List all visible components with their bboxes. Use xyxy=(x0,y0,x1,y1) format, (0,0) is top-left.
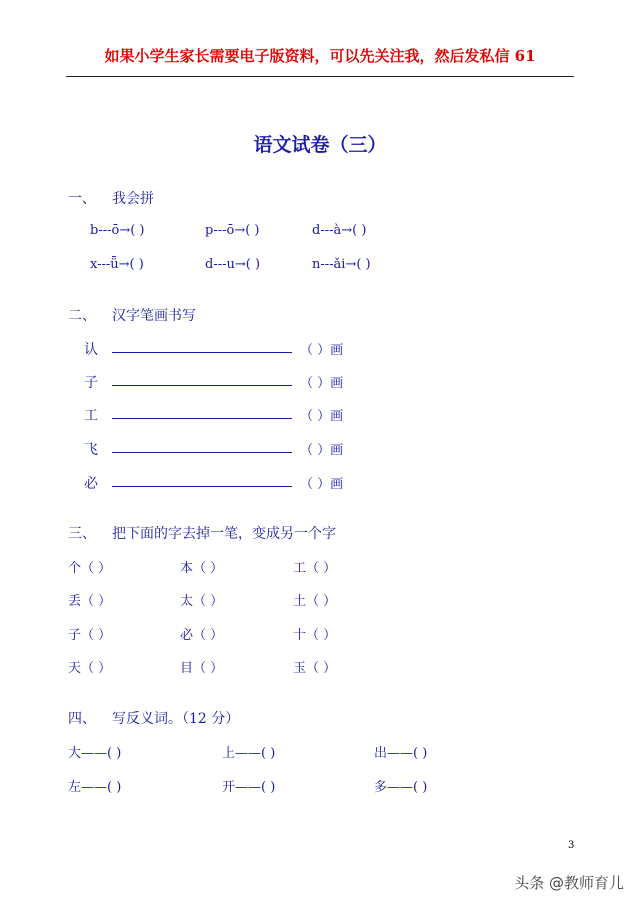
remove-stroke-item: 个（ ） xyxy=(68,561,112,576)
remove-stroke-item: 太（ ） xyxy=(180,594,224,609)
answer-line xyxy=(112,385,292,386)
antonym-item: 上——( ) xyxy=(222,746,276,761)
section-4-heading xyxy=(68,708,239,728)
stroke-count-blank: （ ）画 xyxy=(300,443,344,458)
pinyin-item: b---ō→( ) xyxy=(90,223,145,238)
pinyin-item: d---à→( ) xyxy=(312,223,367,238)
section-title: 我会拼 xyxy=(112,191,154,207)
stroke-char: 工 xyxy=(84,408,98,424)
section-number: 一、 xyxy=(68,191,96,207)
remove-stroke-item: 本（ ） xyxy=(180,561,224,576)
remove-stroke-item: 工（ ） xyxy=(293,561,337,576)
antonym-item: 开——( ) xyxy=(222,780,276,795)
remove-stroke-item: 玉（ ） xyxy=(293,661,337,676)
answer-line xyxy=(112,352,292,353)
header-divider xyxy=(66,76,574,77)
remove-stroke-item: 天（ ） xyxy=(68,661,112,676)
stroke-count-blank: （ ）画 xyxy=(300,343,344,358)
section-title: 把下面的字去掉一笔，变成另一个字 xyxy=(112,526,336,542)
stroke-count-blank: （ ）画 xyxy=(300,376,344,391)
stroke-char: 飞 xyxy=(84,442,98,458)
remove-stroke-item: 目（ ） xyxy=(180,661,224,676)
remove-stroke-item: 十（ ） xyxy=(293,628,337,643)
section-title: 写反义词。（12 分） xyxy=(112,711,240,727)
section-number: 二、 xyxy=(68,308,96,324)
pinyin-item: p---ō→( ) xyxy=(205,223,260,238)
remove-stroke-item: 土（ ） xyxy=(293,594,337,609)
answer-line xyxy=(112,418,292,419)
antonym-item: 左——( ) xyxy=(68,780,122,795)
antonym-item: 出——( ) xyxy=(374,746,428,761)
answer-line xyxy=(112,452,292,453)
notice-banner: 如果小学生家长需要电子版资料，可以先关注我，然后发私信 61 xyxy=(104,47,536,65)
page-title: 语文试卷（三） xyxy=(253,134,387,156)
stroke-count-blank: （ ）画 xyxy=(300,477,344,492)
section-2-heading xyxy=(68,305,196,325)
stroke-char: 认 xyxy=(84,342,98,358)
page-number: 3 xyxy=(568,840,575,851)
section-number: 三、 xyxy=(68,526,96,542)
remove-stroke-item: 丢（ ） xyxy=(68,594,112,609)
section-title: 汉字笔画书写 xyxy=(112,308,196,324)
antonym-item: 大——( ) xyxy=(68,746,122,761)
pinyin-item: x---ǖ→( ) xyxy=(90,257,144,272)
answer-line xyxy=(112,486,292,487)
stroke-char: 子 xyxy=(84,375,98,391)
section-number: 四、 xyxy=(68,711,96,727)
stroke-count-blank: （ ）画 xyxy=(300,409,344,424)
remove-stroke-item: 必（ ） xyxy=(180,628,224,643)
pinyin-item: d---u→( ) xyxy=(205,257,261,272)
pinyin-item: n---ǎi→( ) xyxy=(312,257,371,272)
watermark: 头条 @教师育儿 xyxy=(514,874,624,892)
remove-stroke-item: 子（ ） xyxy=(68,628,112,643)
section-1-heading xyxy=(68,188,154,208)
stroke-char: 必 xyxy=(84,476,98,492)
antonym-item: 多——( ) xyxy=(374,780,428,795)
section-3-heading xyxy=(68,523,336,543)
